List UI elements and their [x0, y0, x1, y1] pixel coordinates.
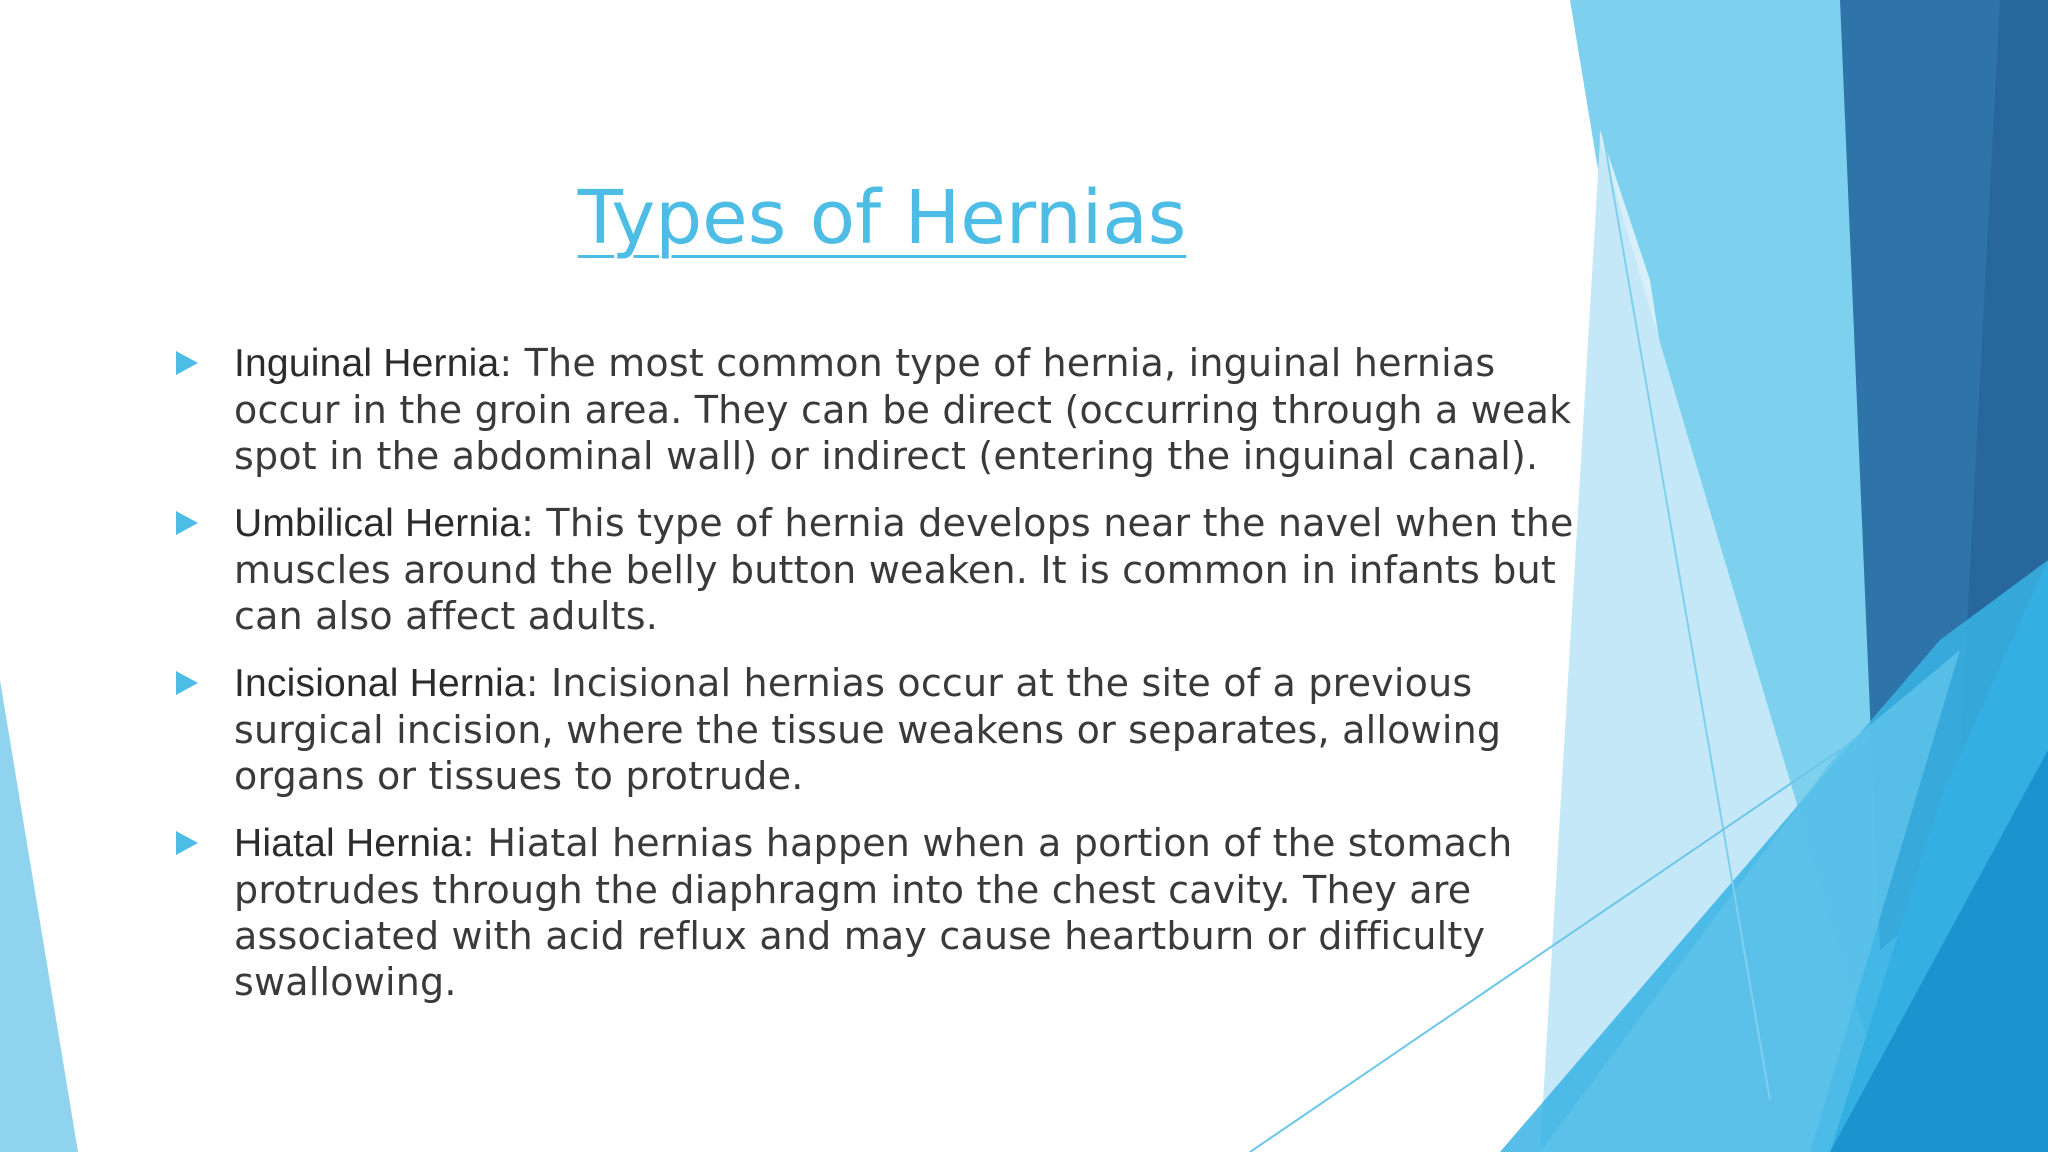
bullet-item-inguinal: [176, 340, 1596, 479]
bullet-term: Incisional Hernia: [234, 662, 526, 705]
bullet-arrow-icon: [176, 831, 198, 855]
bullet-text: : Hiatal hernias happen when a portion of the stomach protrudes through the diaphragm into the chest cavity. They are associated with acid reflux and may cause heartburn or difficulty swallowing.: [234, 821, 1513, 1004]
bullet-item-incisional: [176, 660, 1596, 799]
slide-title: Types of Hernias: [577, 175, 1187, 261]
bullet-text: : This type of hernia develops near the navel when the muscles around the belly button weaken. It is common in infants but can also affect adults.: [234, 501, 1574, 638]
bullet-text: : The most common type of hernia, inguinal hernias occur in the groin area. They can be direct (occurring through a weak spot in the abdominal wall) or indirect (entering the inguinal canal).: [234, 341, 1572, 478]
bullet-list: [176, 340, 1596, 1026]
bullet-arrow-icon: [176, 351, 198, 375]
bullet-item-umbilical: [176, 500, 1596, 639]
bullet-text: : Incisional hernias occur at the site of a previous surgical incision, where the tissue weakens or separates, allowing organs or tissues to protrude.: [234, 661, 1502, 798]
bullet-term: Inguinal Hernia: [234, 342, 500, 385]
bullet-term: Hiatal Hernia: [234, 822, 463, 865]
left-edge-shape: [0, 680, 78, 1152]
bullet-term: Umbilical Hernia: [234, 502, 522, 545]
bullet-item-hiatal: [176, 820, 1596, 1005]
bullet-arrow-icon: [176, 671, 198, 695]
bullet-arrow-icon: [176, 511, 198, 535]
